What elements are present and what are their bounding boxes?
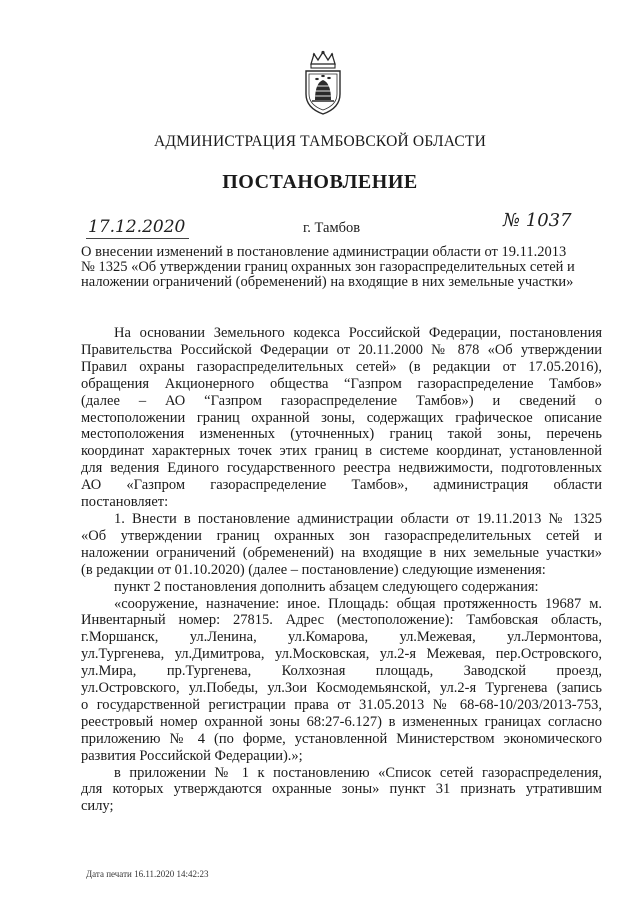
document-body [81, 325, 602, 815]
tambov-coat-of-arms-icon [301, 50, 345, 116]
body-line: в приложении № 1 к постановлению «Список сетей газораспределения, [114, 764, 602, 781]
body-line: 1. Внести в постановление администрации области от 19.11.2013 № 1325 [114, 510, 602, 527]
body-line: местоположения измененных (уточненных) границ такой зоны, перечень [81, 426, 602, 443]
body-line: пункт 2 постановления дополнить абзацем следующего содержания: [114, 578, 539, 595]
body-line: АО «Газпром газораспределение Тамбов», администрация области [81, 477, 602, 494]
body-line: г.Моршанск, ул.Ленина, ул.Комарова, ул.Межевая, ул.Лермонтова, [81, 629, 602, 646]
body-line: развития Российской Федерации).»; [81, 747, 303, 764]
body-line: (далее – АО “Газпром газораспределение Тамбов») и сведений о [81, 392, 602, 409]
body-line: ул.Островского, ул.Победы, ул.Зои Космодемьянской, ул.2-я Тургенева (запись [81, 680, 602, 697]
body-line: о государственной регистрации права от 31.05.2013 № 68-68-10/203/2013-753, [81, 696, 602, 713]
body-line: Правил охраны газораспределительных сетей» (в редакции от 17.05.2016), [81, 358, 602, 375]
body-line: Инвентарный номер: 27815. Адрес (местоположение): Тамбовская область, [81, 612, 602, 629]
body-line: постановляет: [81, 494, 169, 511]
document-city: г. Тамбов [303, 220, 361, 236]
body-line: местоположении границ охранной зоны, содержащих графическое описание [81, 409, 602, 426]
body-line: для которых утверждаются охранные зоны» пункт 31 признать утратившим [81, 781, 602, 798]
body-line: ул.Мира, пр.Тургенева, Колхозная площадь, Заводской проезд, [81, 663, 602, 680]
document-number: № 1037 [503, 210, 572, 231]
body-line: обращения Акционерного общества “Газпром газораспределение Тамбов» [81, 375, 602, 392]
document-date: 17.12.2020 [86, 218, 189, 239]
subject-line: О внесении изменений в постановление администрации области от 19.11.2013 [81, 244, 567, 260]
body-line: реестровый номер охранной зоны 68:27-6.127) в измененных границах согласно [81, 713, 602, 730]
body-line: координат характерных точек этих границ в системе координат, установленной [81, 443, 602, 460]
subject-line: наложении ограничений (обременений) на входящие в них земельные участки» [81, 274, 574, 290]
body-line: силу; [81, 798, 114, 815]
subject-line: № 1325 «Об утверждении границ охранных зон газораспределительных сетей и [81, 259, 575, 275]
body-line: приложению № 4 (по форме, установленной Министерством экономического [81, 730, 602, 747]
body-line: «Об утверждении границ охранных зон газораспределительных сетей и [81, 527, 602, 544]
body-line: Правительства Российской Федерации от 20.11.2000 № 878 «Об утверждении [81, 341, 602, 358]
print-date-footer: Дата печати 16.11.2020 14:42:23 [86, 869, 209, 879]
body-line: наложении ограничений (обременений) на входящие в них земельные участки» [81, 544, 602, 561]
body-line: На основании Земельного кодекса Российской Федерации, постановления [114, 325, 602, 341]
document-type-title: ПОСТАНОВЛЕНИЕ [222, 171, 418, 193]
body-line: для ведения Единого государственного реестра недвижимости, подготовленных [81, 460, 602, 477]
body-line: (в редакции от 01.10.2020) (далее – постановление) следующие изменения: [81, 561, 546, 578]
organization-title: АДМИНИСТРАЦИЯ ТАМБОВСКОЙ ОБЛАСТИ [154, 133, 486, 150]
document-subject [81, 245, 597, 290]
body-line: ул.Тургенева, ул.Димитрова, ул.Московская, ул.2-я Межевая, пер.Островского, [81, 646, 602, 663]
body-line: «сооружение, назначение: иное. Площадь: общая протяженность 19687 м. [114, 595, 602, 612]
